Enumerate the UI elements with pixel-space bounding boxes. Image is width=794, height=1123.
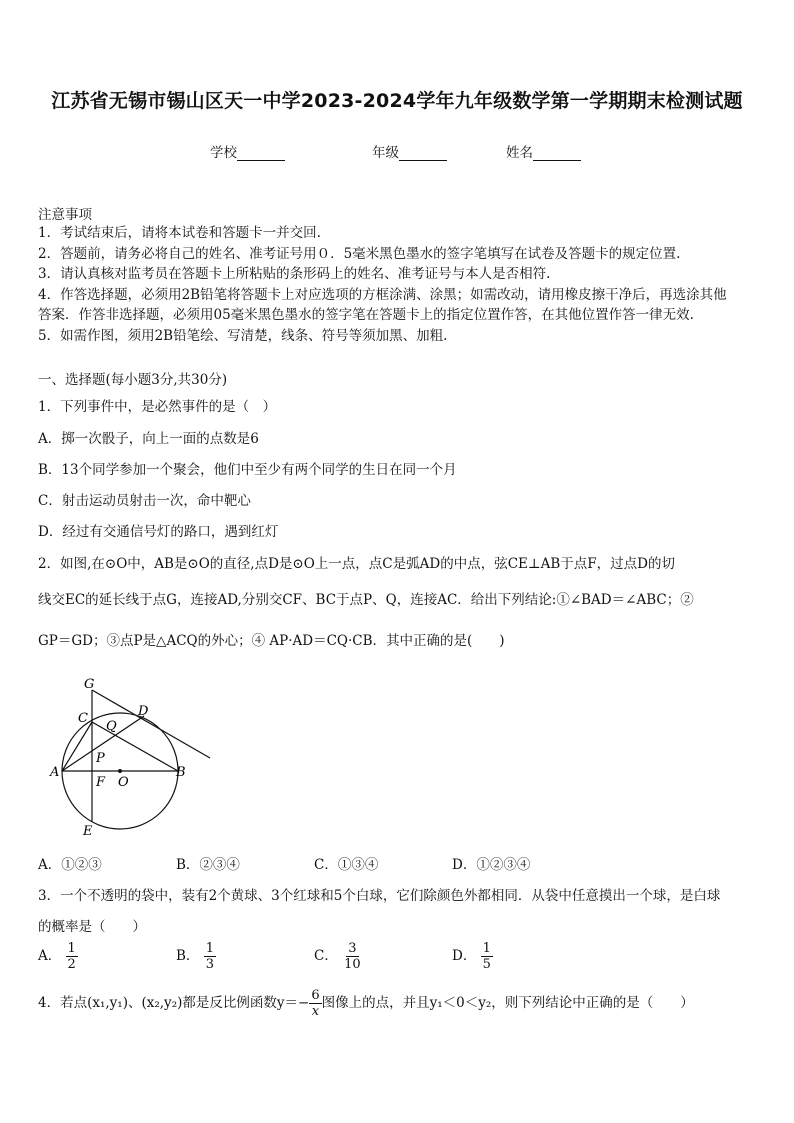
note-item: 2．答题前，请务必将自己的姓名、准考证号用０．5毫米黑色墨水的签字笔填写在试卷及答题卡的规定位置.	[38, 246, 681, 262]
q2-line-3: GP＝GD；③点P是△ACQ的外心；④ AP·AD＝CQ·CB．其中正确的是( )	[38, 633, 505, 649]
label-o: O	[118, 775, 129, 790]
fraction: $\frac{6}{x}$	[311, 988, 320, 1019]
q1-option-a[interactable]: A．掷一次骰子，向上一面的点数是6	[38, 431, 259, 447]
name-blank[interactable]	[533, 146, 581, 161]
q4-suffix: 图像上的点，并且y₁＜0＜y₂，则下列结论中正确的是（ ）	[321, 995, 694, 1011]
label-d: D	[138, 704, 149, 719]
name-field	[506, 141, 581, 161]
label-p: P	[96, 751, 105, 766]
q2-option-c[interactable]: C．①③④	[314, 857, 379, 873]
grade-blank[interactable]	[399, 146, 447, 161]
note-item: 1．考试结束后，请将本试卷和答题卡一并交回.	[38, 225, 321, 241]
q3-option-c-label: C．	[314, 948, 338, 964]
label-b: B	[176, 765, 186, 780]
note-item: 5．如需作图，须用2B铅笔绘、写清楚，线条、符号等须加黑、加粗.	[38, 328, 448, 344]
school-label: 学校	[210, 145, 237, 161]
q3-option-b-label: B．	[176, 948, 200, 964]
note-item: 3．请认真核对监考员在答题卡上所粘贴的条形码上的姓名、准考证号与本人是否相符.	[38, 266, 551, 282]
line-cb	[92, 722, 178, 771]
q4-stem	[38, 988, 694, 1019]
label-f: F	[96, 775, 106, 790]
q2-geometry-figure	[40, 670, 230, 845]
fraction: $\frac{1}{5}$	[482, 941, 491, 972]
school-field	[210, 141, 285, 161]
label-c: C	[78, 711, 88, 726]
q1-stem: 1．下列事件中，是必然事件的是（ ）	[38, 399, 277, 415]
grade-label: 年级	[372, 145, 399, 161]
q3-option-d-label: D．	[452, 948, 477, 964]
q3-option-d[interactable]	[452, 941, 493, 972]
q2-option-b[interactable]: B．②③④	[176, 857, 240, 873]
label-a: A	[50, 765, 60, 780]
grade-field	[372, 141, 447, 161]
label-q: Q	[106, 719, 117, 734]
notes-heading: 注意事项	[38, 207, 92, 223]
line-ac	[62, 722, 92, 771]
fraction: $\frac{1}{3}$	[205, 941, 214, 972]
fraction: $\frac{3}{10}$	[344, 941, 361, 972]
q3-option-a[interactable]	[38, 941, 78, 972]
q3-line-1: 3．一个不透明的袋中，装有2个黄球、3个红球和5个白球，它们除颜色外都相同．从袋中任意摸出一个球，是白球	[38, 888, 721, 904]
q2-option-d[interactable]: D．①②③④	[452, 857, 531, 873]
q3-option-a-label: A．	[38, 948, 62, 964]
label-g: G	[84, 677, 95, 692]
name-label: 姓名	[506, 145, 533, 161]
page-title: 江苏省无锡市锡山区天一中学2023-2024学年九年级数学第一学期期末检测试题	[51, 90, 743, 112]
school-blank[interactable]	[237, 146, 285, 161]
q4-prefix: 4．若点(x₁,y₁)、(x₂,y₂)都是反比例函数y＝−	[38, 995, 310, 1011]
q1-option-b[interactable]: B．13个同学参加一个聚会，他们中至少有两个同学的生日在同一个月	[38, 462, 457, 478]
q3-line-2: 的概率是（ ）	[38, 919, 146, 935]
label-e: E	[83, 824, 93, 839]
q2-line-2: 线交EC的延长线于点G，连接AD,分别交CF、BC于点P、Q，连接AC．给出下列结论:①∠BAD＝∠ABC；②	[38, 592, 694, 608]
note-item: 答案．作答非选择题，必须用05毫米黑色墨水的签字笔在答题卡上的指定位置作答，在其他位置作答一律无效.	[38, 307, 694, 323]
q2-option-a[interactable]: A．①②③	[38, 857, 102, 873]
q3-option-b[interactable]	[176, 941, 216, 972]
fraction: $\frac{1}{2}$	[67, 941, 76, 972]
center-dot	[118, 769, 122, 773]
q1-option-d[interactable]: D．经过有交通信号灯的路口，遇到红灯	[38, 524, 279, 540]
q3-option-c[interactable]	[314, 941, 363, 972]
q2-line-1: 2．如图,在⊙O中，AB是⊙O的直径,点D是⊙O上一点，点C是弧AD的中点，弦CE⊥AB于点F，过点D的切	[38, 556, 675, 572]
section-heading: 一、选择题(每小题3分,共30分)	[38, 372, 228, 388]
note-item: 4．作答选择题，必须用2B铅笔将答题卡上对应选项的方框涂满、涂黑；如需改动，请用橡皮擦干净后，再选涂其他	[38, 287, 727, 303]
q1-option-c[interactable]: C．射击运动员射击一次，命中靶心	[38, 493, 251, 509]
